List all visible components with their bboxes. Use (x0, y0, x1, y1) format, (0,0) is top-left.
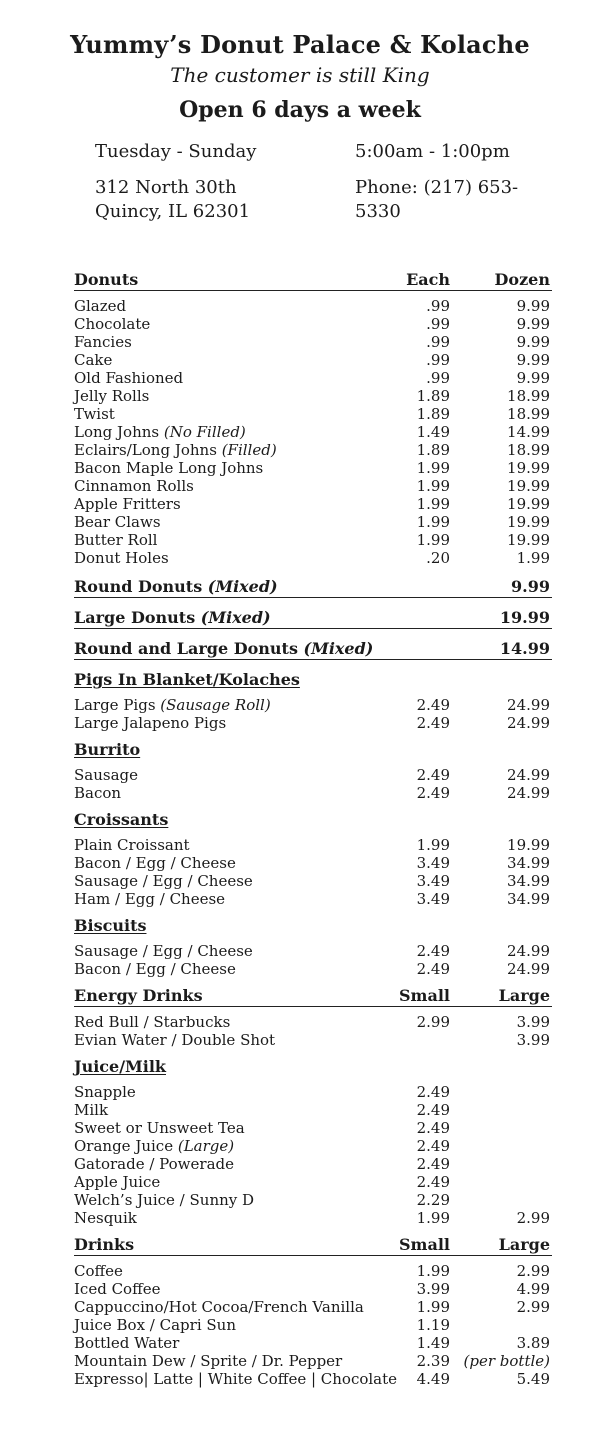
menu-list (74, 268, 552, 1388)
item-price-2: (per bottle) (463, 1352, 550, 1370)
item-price-1: 2.49 (416, 784, 450, 802)
item-name (74, 1155, 234, 1173)
item-price-1: 1.99 (416, 1298, 450, 1316)
item-price-1: 1.99 (416, 495, 450, 513)
mixed-price: 9.99 (511, 577, 550, 596)
item-name-text: Ham / Egg / Cheese (74, 890, 226, 908)
item-name-text: Cappuccino/Hot Cocoa/French Vanilla (74, 1298, 364, 1316)
item-price-2: 24.99 (507, 942, 550, 960)
item-note: (Sausage Roll) (160, 696, 271, 714)
item-name (74, 942, 253, 960)
item-price-1: 2.99 (416, 1013, 450, 1031)
section-energy (74, 984, 552, 1049)
item-name (74, 872, 253, 890)
item-name-text: Sausage (74, 766, 138, 784)
item-price-2: 24.99 (507, 766, 550, 784)
item-name (74, 766, 138, 784)
section-header (74, 1233, 552, 1256)
item-name-text: Chocolate (74, 315, 151, 333)
item-name-text: Sausage / Egg / Cheese (74, 872, 253, 890)
section-burrito (74, 738, 552, 802)
open-days: Open 6 days a week (179, 97, 421, 123)
mixed-item-name (74, 639, 373, 658)
mixed-name-text: Round and Large Donuts (74, 639, 298, 658)
item-name-text: Bear Claws (74, 513, 161, 531)
item-name-text: Apple Juice (74, 1173, 161, 1191)
item-name (74, 423, 246, 441)
item-price-1: 2.49 (416, 1137, 450, 1155)
item-price-1: 3.49 (416, 872, 450, 890)
section-heading: Burrito (74, 740, 141, 759)
item-name (74, 1031, 275, 1049)
mixed-note: (Mixed) (207, 577, 278, 596)
menu-item (74, 714, 552, 732)
section-heading: Drinks (74, 1235, 135, 1254)
item-price-2: 9.99 (516, 333, 550, 351)
menu-item (74, 1137, 552, 1155)
menu-item (74, 531, 552, 549)
menu-item (74, 441, 552, 459)
menu-item (74, 696, 552, 714)
item-price-1: .20 (426, 549, 450, 567)
item-price-2: 18.99 (507, 387, 550, 405)
item-price-2: 24.99 (507, 960, 550, 978)
item-price-1: 3.49 (416, 890, 450, 908)
item-name (74, 387, 149, 405)
item-name (74, 836, 190, 854)
item-price-2: 9.99 (516, 297, 550, 315)
item-name-text: Mountain Dew / Sprite / Dr. Pepper (74, 1352, 343, 1370)
address-line-1: 312 North 30th (95, 177, 237, 198)
item-name (74, 1334, 179, 1352)
item-list (74, 696, 552, 732)
item-price-2: 18.99 (507, 405, 550, 423)
section-header (74, 268, 552, 291)
item-name-text: Large Pigs (74, 696, 156, 714)
item-name-text: Large Jalapeno Pigs (74, 714, 227, 732)
item-name-text: Cinnamon Rolls (74, 477, 194, 495)
item-price-1: 4.49 (416, 1370, 450, 1388)
item-name (74, 714, 226, 732)
section-biscuits (74, 914, 552, 978)
column-header-1: Each (406, 270, 450, 289)
item-price-2: 3.99 (516, 1013, 550, 1031)
menu-item (74, 315, 552, 333)
section-drinks (74, 1233, 552, 1388)
item-price-2: 19.99 (507, 495, 550, 513)
item-price-2: 19.99 (507, 836, 550, 854)
item-price-1: 2.29 (416, 1191, 450, 1209)
item-name (74, 1280, 161, 1298)
mixed-name-text: Round Donuts (74, 577, 203, 596)
menu-item (74, 1031, 552, 1049)
item-name-text: Bottled Water (74, 1334, 180, 1352)
item-name (74, 1262, 123, 1280)
item-price-1: .99 (426, 333, 450, 351)
menu-item (74, 387, 552, 405)
item-name (74, 1101, 108, 1119)
item-price-1: 1.89 (416, 387, 450, 405)
menu-item (74, 1352, 552, 1370)
item-price-2: 19.99 (507, 531, 550, 549)
item-price-1: 3.99 (416, 1280, 450, 1298)
item-name-text: Expresso| Latte | White Coffee | Chocolate (74, 1370, 398, 1388)
item-name (74, 369, 183, 387)
menu-item (74, 549, 552, 567)
section-header (74, 984, 552, 1007)
item-price-1: 1.99 (416, 1209, 450, 1227)
section-header (74, 738, 552, 760)
menu-item (74, 942, 552, 960)
item-name (74, 441, 277, 459)
item-price-2: 2.99 (516, 1262, 550, 1280)
item-name-text: Plain Croissant (74, 836, 190, 854)
item-price-2: 18.99 (507, 441, 550, 459)
section-header (74, 1055, 552, 1077)
tagline: The customer is still King (170, 63, 430, 87)
menu-item (74, 960, 552, 978)
section-donuts (74, 268, 552, 567)
menu-item (74, 1316, 552, 1334)
item-price-2: 2.99 (516, 1209, 550, 1227)
item-name-text: Apple Fritters (74, 495, 181, 513)
item-name-text: Eclairs/Long Johns (74, 441, 217, 459)
item-price-2: 34.99 (507, 872, 550, 890)
menu-item (74, 1119, 552, 1137)
item-name-text: Juice Box / Capri Sun (74, 1316, 236, 1334)
item-list (74, 836, 552, 908)
mixed-item-name (74, 577, 278, 596)
menu-item (74, 784, 552, 802)
item-name-text: Old Fashioned (74, 369, 184, 387)
menu-item (74, 1101, 552, 1119)
item-name (74, 315, 150, 333)
item-price-2: 2.99 (516, 1298, 550, 1316)
mixed-donuts-row (74, 573, 552, 598)
item-price-1: 1.99 (416, 513, 450, 531)
item-price-2: 3.99 (516, 1031, 550, 1049)
section-header (74, 668, 552, 690)
item-name-text: Bacon (74, 784, 122, 802)
menu-item (74, 423, 552, 441)
item-name (74, 1083, 136, 1101)
mixed-donuts-row (74, 604, 552, 629)
item-price-2: 1.99 (516, 549, 550, 567)
item-name (74, 549, 169, 567)
shop-title: Yummy’s Donut Palace & Kolache (70, 30, 530, 59)
item-name (74, 1352, 342, 1370)
item-name (74, 405, 115, 423)
mixed-note: (Mixed) (200, 608, 271, 627)
item-list (74, 1013, 552, 1049)
item-price-2: 14.99 (507, 423, 550, 441)
mixed-price: 14.99 (499, 639, 550, 658)
mixed-item-name (74, 608, 271, 627)
menu-item (74, 1083, 552, 1101)
menu-item (74, 369, 552, 387)
item-price-2: 9.99 (516, 369, 550, 387)
menu-item (74, 1173, 552, 1191)
section-heading: Croissants (74, 810, 169, 829)
item-name (74, 477, 194, 495)
item-name-text: Coffee (74, 1262, 123, 1280)
item-price-2: 3.89 (516, 1334, 550, 1352)
item-price-2: 4.99 (516, 1280, 550, 1298)
item-price-1: .99 (426, 351, 450, 369)
item-name-text: Gatorade / Powerade (74, 1155, 234, 1173)
menu-item (74, 405, 552, 423)
item-price-1: 2.49 (416, 714, 450, 732)
menu-item (74, 890, 552, 908)
item-name (74, 297, 126, 315)
menu-item (74, 1209, 552, 1227)
item-name-text: Iced Coffee (74, 1280, 161, 1298)
item-name (74, 696, 271, 714)
item-name (74, 1119, 245, 1137)
item-name (74, 854, 236, 872)
item-price-1: .99 (426, 369, 450, 387)
menu-item (74, 854, 552, 872)
menu-item (74, 495, 552, 513)
item-name (74, 351, 112, 369)
item-name (74, 1137, 234, 1155)
item-name (74, 1013, 230, 1031)
section-pigs (74, 668, 552, 732)
phone-text: Phone: (217) 653-5330 (355, 177, 519, 222)
section-heading: Donuts (74, 270, 139, 289)
mixed-price: 19.99 (499, 608, 550, 627)
item-list (74, 766, 552, 802)
item-list (74, 1083, 552, 1227)
menu-header (0, 0, 600, 123)
item-name (74, 1316, 236, 1334)
item-price-1: 1.99 (416, 459, 450, 477)
item-price-1: .99 (426, 297, 450, 315)
item-name (74, 531, 157, 549)
item-price-1: 1.49 (416, 1334, 450, 1352)
section-header (74, 914, 552, 936)
item-price-1: 2.49 (416, 766, 450, 784)
menu-item (74, 1370, 552, 1388)
item-price-1: 1.89 (416, 441, 450, 459)
item-price-1: 1.89 (416, 405, 450, 423)
item-name (74, 960, 236, 978)
menu-item (74, 1334, 552, 1352)
item-price-1: 1.99 (416, 1262, 450, 1280)
section-heading: Juice/Milk (74, 1057, 166, 1076)
menu-item (74, 1013, 552, 1031)
days-text: Tuesday - Sunday (95, 141, 257, 162)
item-price-1: 2.49 (416, 1083, 450, 1101)
item-name-text: Twist (74, 405, 115, 423)
item-name (74, 1370, 397, 1388)
item-price-1: 2.49 (416, 1173, 450, 1191)
item-name-text: Sausage / Egg / Cheese (74, 942, 253, 960)
item-name (74, 1173, 160, 1191)
hours-text: 5:00am - 1:00pm (355, 141, 510, 162)
item-price-2: 19.99 (507, 459, 550, 477)
section-heading: Biscuits (74, 916, 147, 935)
column-header-1: Small (398, 986, 450, 1005)
item-price-1: 2.49 (416, 1119, 450, 1137)
item-name-text: Butter Roll (74, 531, 158, 549)
item-price-2: 24.99 (507, 784, 550, 802)
item-price-1: 2.49 (416, 942, 450, 960)
item-name-text: Welch’s Juice / Sunny D (74, 1191, 255, 1209)
item-name (74, 1298, 364, 1316)
item-price-1: 2.49 (416, 1155, 450, 1173)
item-price-2: 34.99 (507, 890, 550, 908)
mixed-note: (Mixed) (303, 639, 374, 658)
hours-line (95, 140, 560, 164)
item-name (74, 1191, 254, 1209)
item-name (74, 784, 121, 802)
section-header (74, 808, 552, 830)
menu-item (74, 513, 552, 531)
menu-item (74, 477, 552, 495)
item-name-text: Bacon / Egg / Cheese (74, 960, 236, 978)
section-croissants (74, 808, 552, 908)
item-list (74, 297, 552, 567)
item-name-text: Orange Juice (74, 1137, 174, 1155)
item-price-1: 1.49 (416, 423, 450, 441)
item-name-text: Sweet or Unsweet Tea (74, 1119, 245, 1137)
item-name (74, 890, 225, 908)
column-header-1: Small (398, 1235, 450, 1254)
section-juice (74, 1055, 552, 1227)
menu-item (74, 297, 552, 315)
item-name (74, 513, 161, 531)
menu-item (74, 836, 552, 854)
item-name-text: Jelly Rolls (74, 387, 150, 405)
column-header-2: Dozen (494, 270, 550, 289)
section-heading: Pigs In Blanket/Kolaches (74, 670, 300, 689)
item-note: (No Filled) (163, 423, 246, 441)
item-name-text: Nesquik (74, 1209, 137, 1227)
section-heading: Energy Drinks (74, 986, 203, 1005)
item-price-1: 1.99 (416, 836, 450, 854)
item-name (74, 459, 263, 477)
item-name-text: Glazed (74, 297, 127, 315)
item-list (74, 942, 552, 978)
item-name (74, 333, 132, 351)
item-price-1: 1.99 (416, 531, 450, 549)
menu-item (74, 351, 552, 369)
item-price-1: 2.49 (416, 1101, 450, 1119)
menu-item (74, 1191, 552, 1209)
item-name (74, 1209, 137, 1227)
item-price-1: 3.49 (416, 854, 450, 872)
menu-item (74, 1280, 552, 1298)
item-name-text: Fancies (74, 333, 132, 351)
item-price-1: 1.19 (416, 1316, 450, 1334)
mixed-donuts-row (74, 635, 552, 660)
item-name (74, 495, 181, 513)
item-name-text: Cake (74, 351, 113, 369)
item-name-text: Long Johns (74, 423, 160, 441)
item-name-text: Evian Water / Double Shot (74, 1031, 276, 1049)
column-header-2: Large (498, 986, 550, 1005)
item-name-text: Red Bull / Starbucks (74, 1013, 231, 1031)
item-price-2: 19.99 (507, 477, 550, 495)
menu-item (74, 1262, 552, 1280)
menu-item (74, 766, 552, 784)
item-name-text: Milk (74, 1101, 109, 1119)
item-price-2: 34.99 (507, 854, 550, 872)
item-price-1: 2.49 (416, 696, 450, 714)
menu-item (74, 872, 552, 890)
address-line-2: Quincy, IL 62301 (95, 201, 251, 222)
item-name-text: Bacon / Egg / Cheese (74, 854, 236, 872)
item-price-1: 1.99 (416, 477, 450, 495)
menu-item (74, 459, 552, 477)
item-note: (Large) (177, 1137, 235, 1155)
item-price-1: 2.49 (416, 960, 450, 978)
column-header-2: Large (498, 1235, 550, 1254)
item-list (74, 1262, 552, 1388)
item-price-1: .99 (426, 315, 450, 333)
menu-item (74, 1298, 552, 1316)
item-price-2: 5.49 (516, 1370, 550, 1388)
item-name-text: Snapple (74, 1083, 136, 1101)
item-price-1: 2.39 (416, 1352, 450, 1370)
item-price-2: 9.99 (516, 315, 550, 333)
mixed-name-text: Large Donuts (74, 608, 196, 627)
item-note: (Filled) (221, 441, 277, 459)
item-name-text: Donut Holes (74, 549, 169, 567)
item-price-2: 19.99 (507, 513, 550, 531)
menu-item (74, 1155, 552, 1173)
contact-block (95, 176, 560, 224)
item-price-2: 24.99 (507, 714, 550, 732)
item-name-text: Bacon Maple Long Johns (74, 459, 264, 477)
menu-item (74, 333, 552, 351)
item-price-2: 9.99 (516, 351, 550, 369)
item-price-2: 24.99 (507, 696, 550, 714)
